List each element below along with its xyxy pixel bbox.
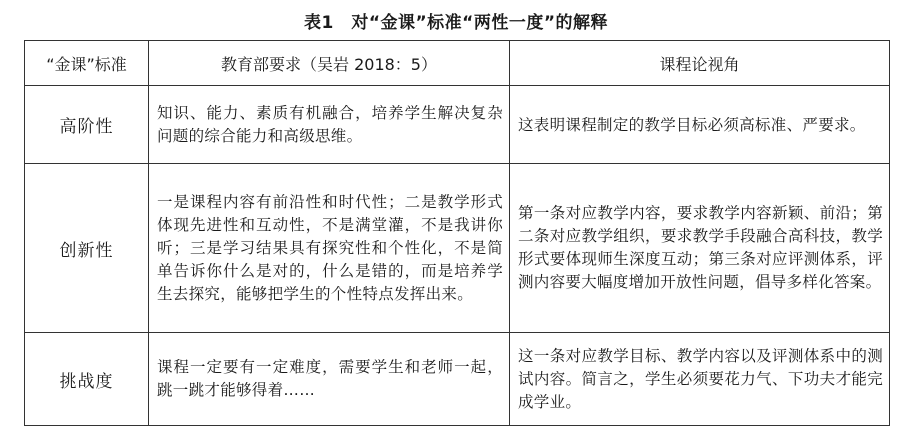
explanation-table (24, 40, 890, 426)
row-standard: 挑战度 (25, 333, 149, 426)
row-requirement: 知识、能力、素质有机融合，培养学生解决复杂问题的综合能力和高级思维。 (149, 86, 510, 164)
header-perspective: 课程论视角 (510, 41, 890, 86)
row-standard: 创新性 (25, 164, 149, 333)
header-requirement: 教育部要求（吴岩 2018：5） (149, 41, 510, 86)
row-perspective: 第一条对应教学内容，要求教学内容新颖、前沿；第二条对应教学组织，要求教学手段融合高科技，教学形式要体现师生深度互动；第三条对应评测体系，评测内容要大幅度增加开放性问题，倡导多样化答案。 (510, 164, 890, 333)
header-standard: “金课”标准 (25, 41, 149, 86)
row-requirement: 一是课程内容有前沿性和时代性；二是教学形式体现先进性和互动性，不是满堂灌，不是我讲你听；三是学习结果具有探究性和个性化，不是简单告诉你什么是对的，什么是错的，而是培养学生去探究，能够把学生的个性特点发挥出来。 (149, 164, 510, 333)
row-requirement: 课程一定要有一定难度，需要学生和老师一起，跳一跳才能够得着…… (149, 333, 510, 426)
table-row (25, 333, 890, 426)
table-row (25, 86, 890, 164)
table-caption: 表1 对“金课”标准“两性一度”的解释 (303, 13, 609, 33)
row-perspective: 这一条对应教学目标、教学内容以及评测体系中的测试内容。简言之，学生必须要花力气、下功夫才能完成学业。 (510, 333, 890, 426)
row-perspective: 这表明课程制定的教学目标必须高标准、严要求。 (510, 86, 890, 164)
row-standard: 高阶性 (25, 86, 149, 164)
table-header-row (25, 41, 890, 86)
table-row (25, 164, 890, 333)
